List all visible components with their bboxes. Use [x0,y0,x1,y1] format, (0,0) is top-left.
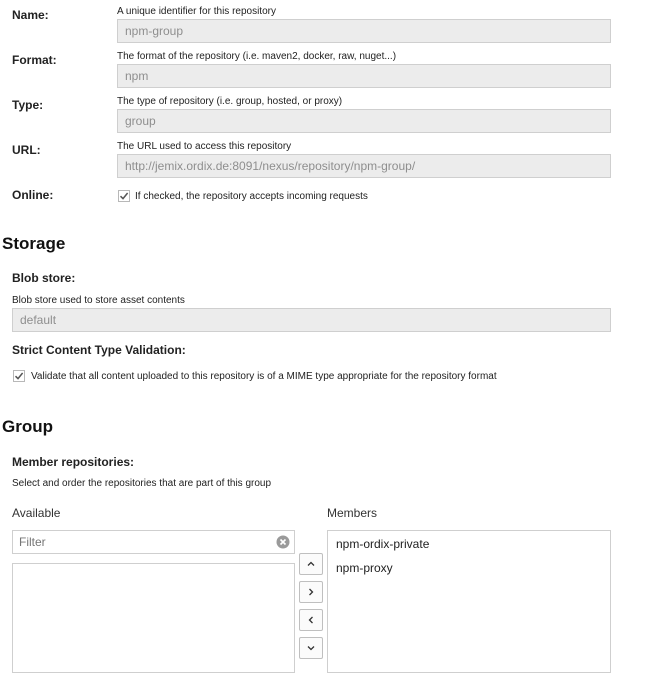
clear-filter-icon[interactable] [276,535,290,549]
type-help: The type of repository (i.e. group, hosted, or proxy) [117,96,343,107]
chevron-up-icon [306,559,316,569]
blob-store-field[interactable]: default [12,308,611,332]
blob-store-label: Blob store: [12,271,76,285]
format-field[interactable]: npm [117,64,611,88]
format-label: Format: [12,53,57,67]
online-help: If checked, the repository accepts incoming requests [135,191,368,202]
member-repositories-help: Select and order the repositories that are part of this group [12,478,272,489]
storage-heading: Storage [2,234,66,253]
group-heading: Group [2,417,53,436]
name-help: A unique identifier for this repository [117,6,276,17]
available-title: Available [12,506,61,520]
filter-container [12,530,295,554]
remove-member-button[interactable] [299,609,323,631]
available-list[interactable] [12,563,295,673]
move-down-button[interactable] [299,637,323,659]
filter-input[interactable] [13,531,274,553]
chevron-right-icon [306,587,316,597]
chevron-left-icon [306,615,316,625]
checkmark-icon [119,191,129,201]
member-repositories-label: Member repositories: [12,455,135,469]
url-field[interactable]: http://jemix.ordix.de:8091/nexus/repository/npm-group/ [117,154,611,178]
chevron-down-icon [306,643,316,653]
strict-validation-label: Strict Content Type Validation: [12,343,186,357]
name-label: Name: [12,8,49,22]
format-help: The format of the repository (i.e. maven2, docker, raw, nuget...) [117,51,397,62]
name-field[interactable]: npm-group [117,19,611,43]
members-list[interactable] [327,530,611,673]
type-label: Type: [12,98,44,112]
online-checkbox[interactable] [118,190,130,202]
strict-validation-checkbox[interactable] [13,370,25,382]
add-member-button[interactable] [299,581,323,603]
url-help: The URL used to access this repository [117,141,292,152]
members-title: Members [327,506,378,520]
type-field[interactable]: group [117,109,611,133]
checkmark-icon [14,371,24,381]
url-label: URL: [12,143,41,157]
list-item[interactable]: npm-proxy [336,561,393,575]
online-label: Online: [12,188,54,202]
blob-store-help: Blob store used to store asset contents [12,295,185,306]
list-item[interactable]: npm-ordix-private [336,537,430,551]
strict-validation-help: Validate that all content uploaded to this repository is of a MIME type appropriate for the repository format [31,371,497,382]
move-up-button[interactable] [299,553,323,575]
